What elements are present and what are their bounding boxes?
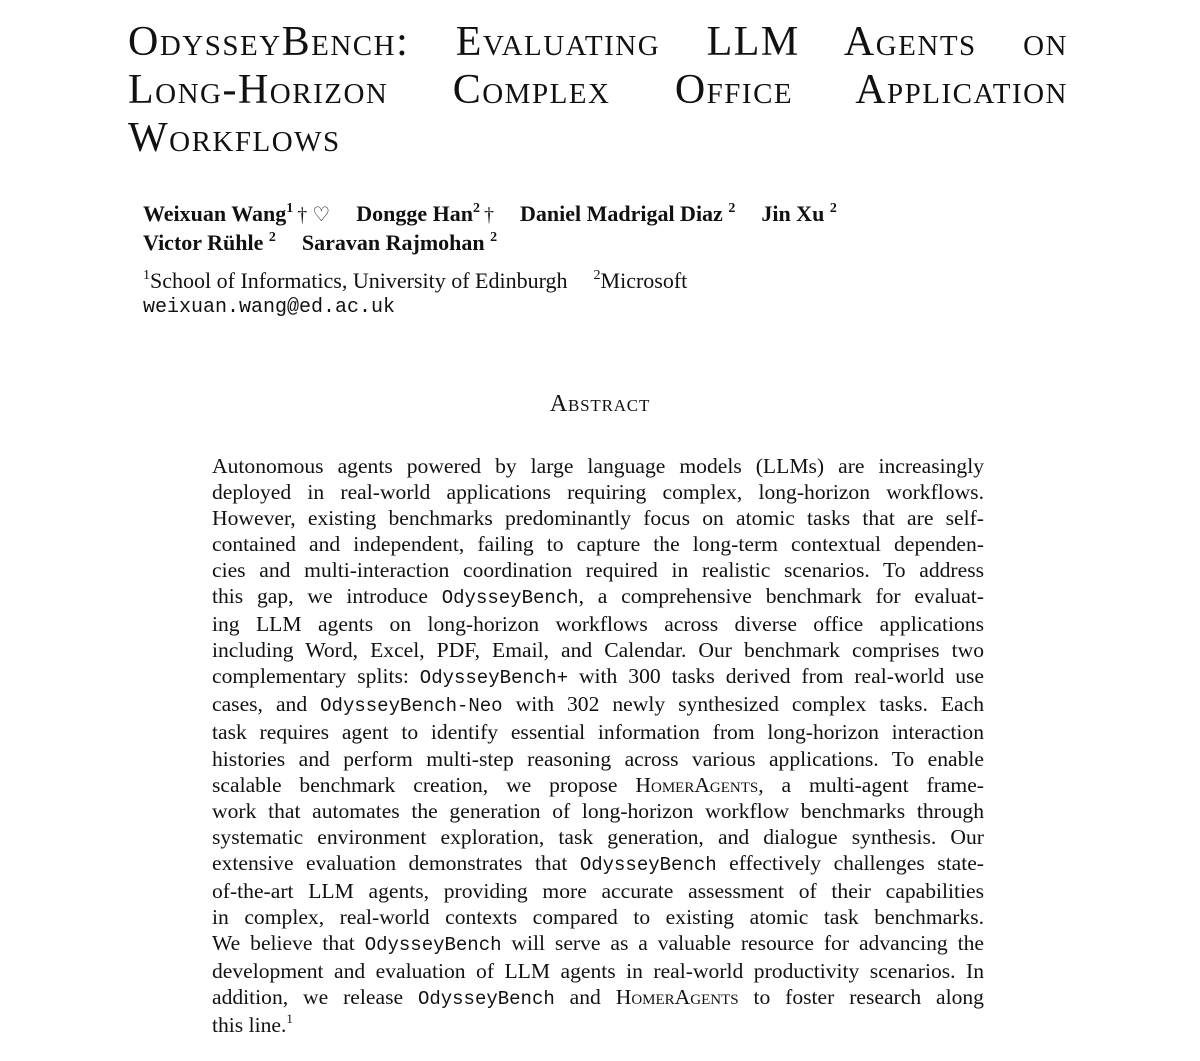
abstract-text: , a comprehensive benchmark for evaluat- [578, 584, 984, 609]
abstract-text: and [554, 984, 616, 1009]
author-name: Dongge Han [356, 201, 473, 226]
title-line: OdysseyBench: Evaluating LLM Agents on [128, 19, 1068, 65]
author-affiliation-mark: 2 [490, 230, 498, 245]
footnote-mark: 1 [286, 1010, 293, 1026]
abstract-line [212, 505, 984, 531]
affiliation-number: 2 [593, 268, 601, 283]
title-line: Workflows [128, 115, 341, 161]
affiliation-text: School of Informatics, University of Edinburgh [150, 268, 568, 293]
author [143, 229, 276, 257]
small-caps-term: HomerAgents [635, 772, 759, 797]
abstract-text: However, existing benchmarks predominantly focus on atomic tasks that are self- [212, 506, 984, 531]
affiliation-text: Microsoft [600, 268, 688, 293]
abstract-text: , a multi-agent frame- [758, 772, 985, 797]
author-name: Victor Rühle [143, 230, 264, 255]
author-note-marks: † ♡ [297, 204, 331, 226]
abstract-text: to foster research along [738, 984, 984, 1009]
author-list [143, 200, 1043, 257]
abstract-text: We believe that [212, 930, 365, 955]
abstract-line [212, 850, 984, 878]
title-line: Long-Horizon Complex Office Application [128, 67, 1068, 113]
abstract-text: scalable benchmark creation, we propose [212, 772, 636, 797]
author-affiliation-mark: 2 [728, 201, 736, 216]
author [302, 229, 497, 257]
abstract-text: task requires agent to identify essential information from long-horizon interaction [212, 720, 984, 745]
code-term: OdysseyBench [364, 933, 502, 956]
author-name: Saravan Rajmohan [301, 230, 485, 255]
author-affiliation-mark: 2 [829, 201, 837, 216]
abstract-line [212, 798, 984, 824]
code-term: OdysseyBench [441, 587, 579, 610]
abstract-line [212, 663, 984, 691]
abstract-text: deployed in real-world applications requiring complex, long-horizon workflows. [212, 480, 984, 505]
abstract-text: addition, we release [212, 984, 418, 1009]
author [143, 200, 330, 229]
code-term: OdysseyBench [417, 987, 555, 1010]
author-note-marks: † [483, 204, 494, 226]
abstract-line [212, 611, 984, 637]
paper-title [128, 18, 1068, 162]
author-name: Weixuan Wang [143, 201, 287, 226]
abstract-text: contained and independent, failing to capture the long-term contextual dependen- [212, 532, 984, 557]
abstract-line [212, 824, 984, 850]
abstract-text: this gap, we introduce [212, 584, 442, 609]
abstract-line [212, 772, 984, 798]
abstract-text: Autonomous agents powered by large language models (LLMs) are increasingly [212, 454, 984, 478]
abstract-line [212, 958, 984, 984]
abstract-text: extensive evaluation demonstrates that [212, 850, 580, 875]
abstract-text: with 300 tasks derived from real-world use [568, 664, 984, 689]
abstract-text: in complex, real-world contexts compared to existing atomic task benchmarks. [212, 904, 984, 929]
abstract-line [212, 637, 984, 663]
author-line [143, 200, 1043, 229]
code-term: OdysseyBench [579, 853, 717, 876]
abstract-line [212, 583, 984, 611]
affiliation-number: 1 [143, 268, 150, 283]
abstract-text: systematic environment exploration, task generation, and dialogue synthesis. Our [212, 824, 984, 849]
author-affiliation-mark: 2 [268, 230, 276, 245]
abstract-line [212, 719, 984, 745]
author-name: Jin Xu [761, 201, 825, 226]
small-caps-term: HomerAgents [615, 984, 739, 1009]
affiliation-line [143, 267, 1043, 294]
author-affiliation-mark: 2 [472, 201, 480, 216]
abstract-text: cases, and [212, 692, 321, 717]
abstract-line [212, 557, 984, 583]
abstract-text: ing LLM agents on long-horizon workflows across diverse office applications [212, 612, 984, 637]
abstract-text: with 302 newly synthesized complex tasks. Each [502, 692, 985, 717]
affiliations [143, 267, 1043, 321]
abstract-line [212, 746, 984, 772]
abstract-text: this line. [212, 1012, 287, 1037]
abstract-line [212, 479, 984, 505]
author-line [143, 229, 1043, 257]
abstract-text: development and evaluation of LLM agents in real-world productivity scenarios. In [212, 958, 984, 983]
abstract-text: work that automates the generation of long-horizon workflow benchmarks through [212, 798, 984, 823]
code-term: OdysseyBench-Neo [320, 695, 503, 718]
author [761, 200, 836, 228]
abstract-line [212, 984, 984, 1012]
abstract-line [212, 691, 984, 719]
abstract-body [212, 453, 984, 1038]
abstract-line [212, 1012, 984, 1038]
abstract-text: including Word, Excel, PDF, Email, and Calendar. Our benchmark comprises two [212, 638, 984, 663]
abstract-text: cies and multi-interaction coordination required in realistic scenarios. To address [212, 558, 984, 583]
author-email: weixuan.wang@ed.ac.uk [143, 296, 396, 319]
abstract-text: histories and perform multi-step reasoning across various applications. To enable [212, 746, 984, 771]
abstract-heading: Abstract [549, 391, 651, 417]
author [520, 200, 735, 228]
abstract-line [212, 878, 984, 904]
abstract-line [212, 930, 984, 958]
author-affiliation-mark: 1 [286, 201, 294, 216]
code-term: OdysseyBench+ [419, 667, 569, 690]
abstract-line [212, 453, 984, 479]
author-name: Daniel Madrigal Diaz [519, 201, 723, 226]
abstract-text: effectively challenges state- [716, 850, 984, 875]
abstract-text: of-the-art LLM agents, providing more accurate assessment of their capabilities [212, 878, 984, 903]
abstract-line [212, 531, 984, 557]
abstract-line [212, 904, 984, 930]
abstract-text: complementary splits: [212, 664, 420, 689]
abstract-text: will serve as a valuable resource for advancing the [501, 930, 984, 955]
author [356, 200, 494, 229]
